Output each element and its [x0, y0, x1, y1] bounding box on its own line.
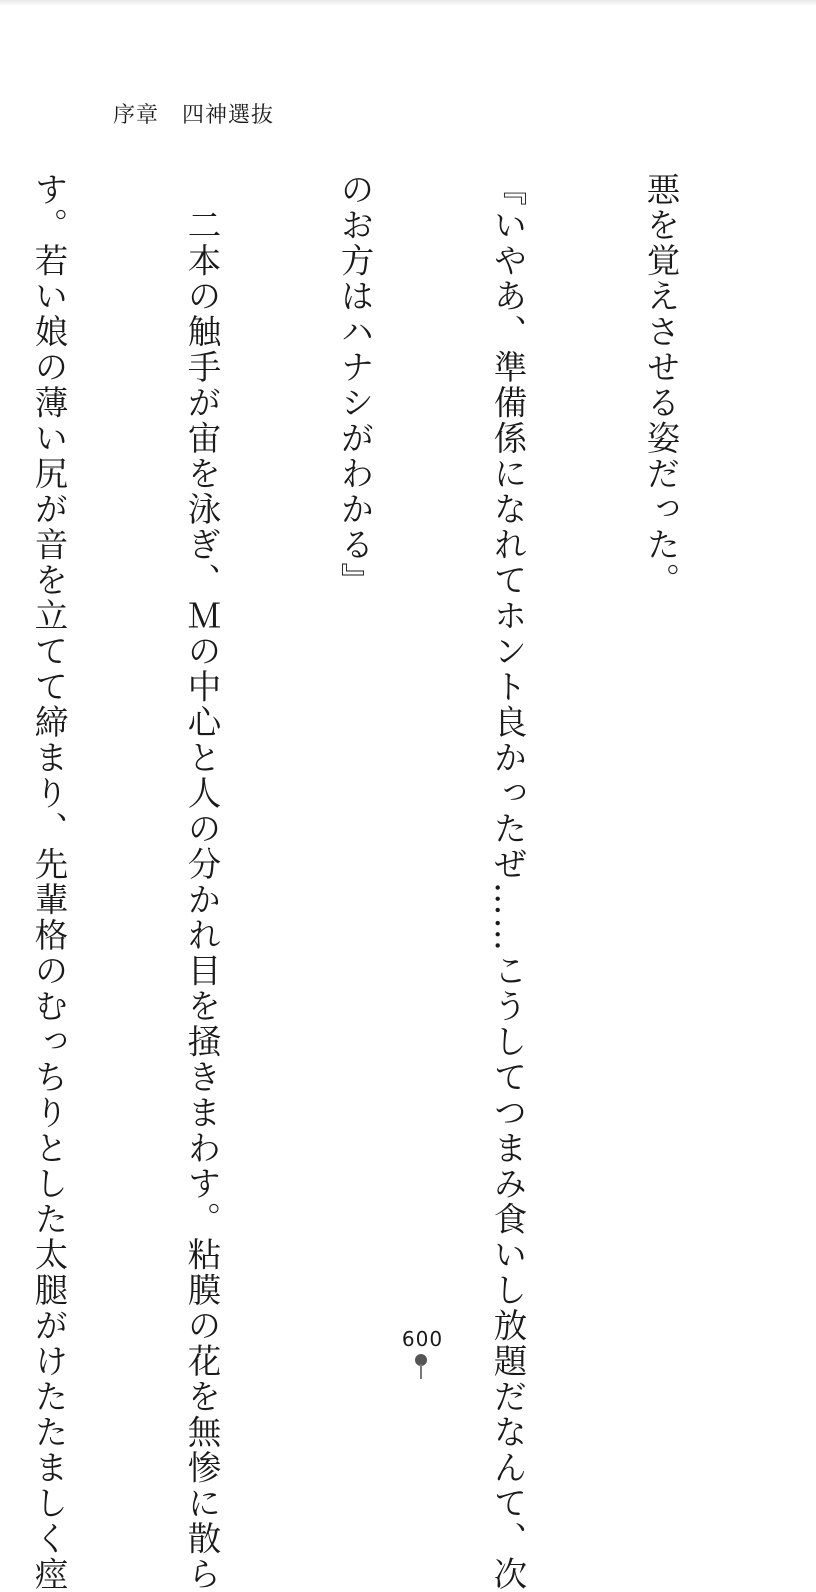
text-column: 『いやあ、準備係になれてホント良かったぜ……こうしてつまみ食いし放題だなんて、次 [488, 172, 527, 1592]
text-column: のお方はハナシがわかる』 [335, 172, 374, 598]
page-marker-line [420, 1364, 422, 1379]
top-edge-shadow [0, 0, 816, 6]
text-column: す。若い娘の薄い尻が音を立てて締まり、先輩格のむっちりとした太腿がけたたましく痙 [29, 172, 68, 1592]
text-column: 悪を覚えさせる姿だった。 [641, 172, 680, 598]
text-column: 二本の触手が宙を泳ぎ、Ｍの中心と人の分かれ目を掻きまわす。粘膜の花を無惨に散ら [182, 172, 221, 1592]
running-header-chapter: 序章 四神選抜 [113, 103, 275, 128]
page-number: 009 [400, 1326, 443, 1350]
